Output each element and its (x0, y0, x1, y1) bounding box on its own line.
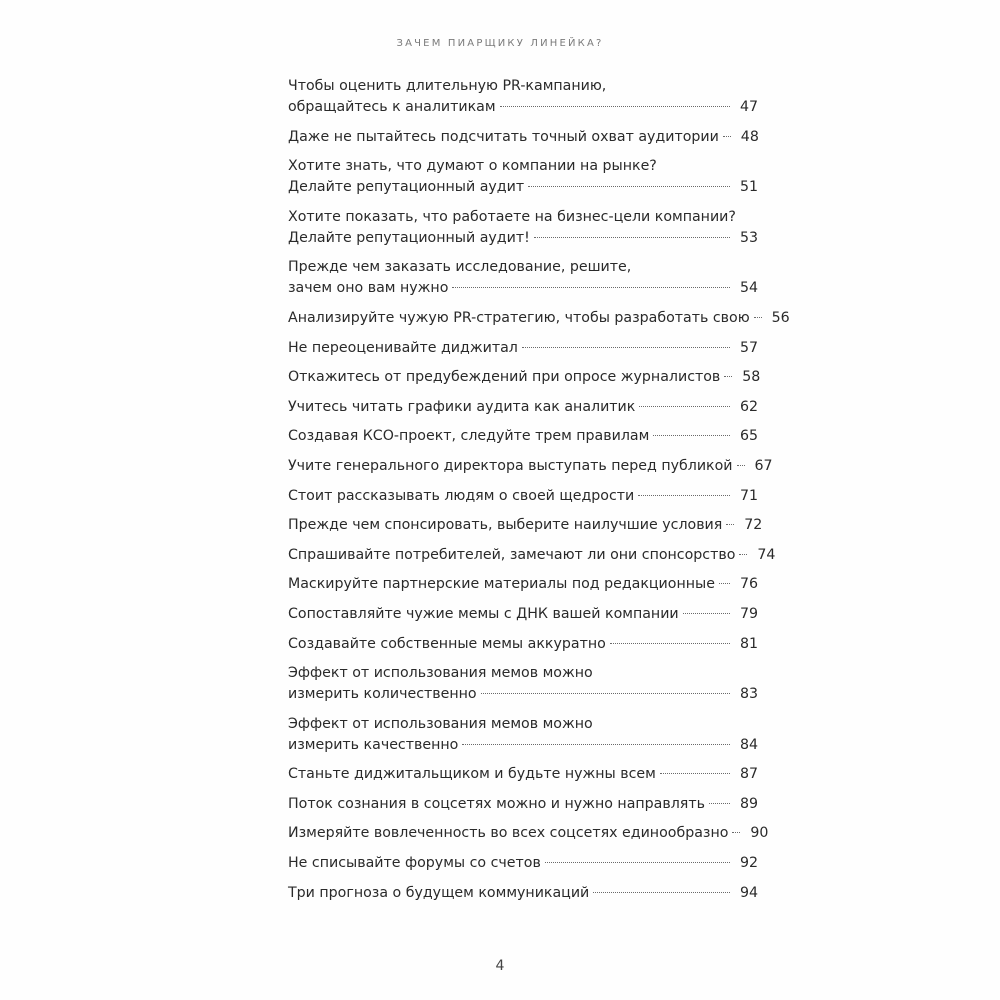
toc-entry-row (288, 604, 758, 625)
toc-entry-title: Учитесь читать графики аудита как аналитик (288, 398, 636, 415)
toc-entry-row (288, 574, 758, 595)
dot-leader (500, 106, 730, 107)
toc-entry-page: 87 (739, 766, 758, 783)
toc-entry-row (288, 426, 758, 447)
toc-entry (288, 883, 758, 904)
toc-entry-row (288, 228, 758, 249)
toc-entry-title: Делайте репутационный аудит (288, 179, 525, 196)
toc-entry-title: зачем оно вам нужно (288, 280, 449, 297)
toc-entry-page: 71 (739, 487, 758, 504)
toc-entry (288, 308, 790, 329)
toc-entry-page: 54 (739, 280, 758, 297)
toc-entry-page: 92 (739, 855, 758, 872)
toc-entry-title: Анализируйте чужую PR-стратегию, чтобы разработать свою (288, 309, 750, 326)
dot-leader (709, 803, 730, 804)
toc-entry-page: 58 (742, 369, 761, 386)
toc-entry-page: 53 (739, 229, 758, 246)
dot-leader (639, 406, 730, 407)
toc-entry-row (288, 634, 758, 655)
toc-entry-page: 90 (750, 825, 769, 842)
toc-entry (288, 545, 776, 566)
dot-leader (732, 832, 740, 833)
toc-entry-title: Маскируйте партнерские материалы под редакционные (288, 576, 715, 593)
toc-entry (288, 338, 758, 359)
toc-entry-page: 56 (771, 309, 790, 326)
dot-leader (723, 136, 731, 137)
dot-leader (534, 237, 730, 238)
toc-entry (288, 207, 758, 249)
toc-entry-title: Не переоценивайте диджитал (288, 339, 518, 356)
toc-entry-row (288, 515, 763, 536)
toc-entry-title-line: Эффект от использования мемов можно (288, 665, 593, 682)
toc-entry-title-line: Чтобы оценить длительную PR-кампанию, (288, 78, 607, 94)
dot-leader (452, 287, 730, 288)
dot-leader (660, 773, 730, 774)
toc-entry-page: 79 (739, 605, 758, 622)
toc-entry-row (288, 278, 758, 299)
dot-leader (653, 435, 730, 436)
toc-entry (288, 764, 758, 785)
dot-leader (610, 643, 730, 644)
dot-leader (593, 892, 730, 893)
toc-entry-title: Поток сознания в соцсетях можно и нужно направлять (288, 795, 705, 812)
toc-entry (288, 714, 758, 756)
toc-entry-row (288, 735, 758, 756)
toc-entry-page: 57 (739, 339, 758, 356)
toc-entry-title: Откажитесь от предубеждений при опросе журналистов (288, 369, 721, 386)
toc-entry (288, 604, 758, 625)
toc-entry-row (288, 367, 761, 388)
toc-entry-title-line: Эффект от использования мемов можно (288, 715, 593, 732)
toc-entry-page: 47 (739, 99, 758, 115)
toc-entry-page: 72 (744, 517, 763, 534)
toc-entry (288, 156, 758, 198)
toc-entry-row (288, 308, 790, 329)
toc-entry-title: Сопоставляйте чужие мемы с ДНК вашей компании (288, 605, 679, 622)
toc-entry-row (288, 397, 758, 418)
toc-entry-page: 74 (757, 546, 776, 563)
toc-entry-row (288, 338, 758, 359)
toc-entry-title: Три прогноза о будущем коммуникаций (288, 884, 590, 901)
page-number: 4 (495, 958, 505, 974)
toc-entry-title: Создавайте собственные мемы аккуратно (288, 635, 606, 652)
toc-entry (288, 397, 758, 418)
toc-entry-title: Учите генерального директора выступать перед публикой (288, 457, 733, 474)
toc-entry-row (288, 823, 769, 844)
toc-entry-title: Прежде чем спонсировать, выберите наилучшие условия (288, 517, 723, 534)
toc-entry (288, 634, 758, 655)
dot-leader (737, 465, 745, 466)
toc-entry (288, 663, 758, 705)
toc-entry-page: 89 (739, 795, 758, 812)
toc-entry-title: измерить количественно (288, 686, 477, 703)
toc-entry-title-line: Хотите знать, что думают о компании на рынке? (288, 158, 657, 175)
toc-entry-page: 62 (739, 398, 758, 415)
toc-entry-title: Не списывайте форумы со счетов (288, 855, 541, 872)
dot-leader (462, 744, 730, 745)
toc-entry-title: Даже не пытайтесь подсчитать точный охват аудитории (288, 128, 719, 145)
toc-entry-title: Создавая КСО-проект, следуйте трем правилам (288, 428, 650, 445)
dot-leader (719, 583, 730, 584)
toc-entry-row (288, 456, 773, 477)
toc-entry-page: 67 (754, 457, 773, 474)
toc-entry-title: Станьте диджитальщиком и будьте нужны всем (288, 766, 656, 783)
toc-entry (288, 486, 758, 507)
dot-leader (739, 554, 747, 555)
toc-entry-title: Стоит рассказывать людям о своей щедрости (288, 487, 635, 504)
toc-entry-title-line: Хотите показать, что работаете на бизнес-цели компании? (288, 208, 736, 225)
toc-entry-page: 94 (739, 884, 758, 901)
dot-leader (522, 347, 730, 348)
toc-entry-page: 65 (739, 428, 758, 445)
toc-entry (288, 853, 758, 874)
toc-entry-page: 83 (739, 686, 758, 703)
toc-entry (288, 426, 758, 447)
toc-entry-title: Спрашивайте потребителей, замечают ли они спонсорство (288, 546, 736, 563)
dot-leader (545, 862, 730, 863)
toc-entry (288, 76, 758, 118)
toc-entry (288, 823, 769, 844)
toc-entry-title: измерить качественно (288, 736, 459, 753)
running-head: ЗАЧЕМ ПИАРЩИКУ ЛИНЕЙКА? (396, 38, 604, 49)
toc-entry-title: Делайте репутационный аудит! (288, 229, 530, 246)
toc-entry-page: 51 (739, 179, 758, 196)
dot-leader (726, 524, 734, 525)
toc-entry-row (288, 127, 758, 148)
dot-leader (724, 376, 732, 377)
toc-entry (288, 257, 758, 299)
toc-entry (288, 127, 758, 148)
toc-entry (288, 515, 763, 536)
toc-entry-page: 81 (739, 635, 758, 652)
table-of-contents (288, 76, 790, 912)
dot-leader (638, 495, 730, 496)
toc-entry-row (288, 97, 758, 118)
dot-leader (481, 693, 730, 694)
toc-entry-row (288, 883, 758, 904)
toc-entry (288, 574, 758, 595)
toc-entry (288, 456, 773, 477)
toc-entry-row (288, 853, 758, 874)
toc-entry-page: 48 (740, 128, 759, 145)
toc-entry-title-line: Прежде чем заказать исследование, решите, (288, 259, 632, 276)
toc-entry (288, 367, 761, 388)
toc-entry-title: Измеряйте вовлеченность во всех соцсетях единообразно (288, 825, 729, 842)
toc-entry-row (288, 177, 758, 198)
dot-leader (683, 613, 730, 614)
toc-entry-page: 84 (739, 736, 758, 753)
toc-entry-row (288, 486, 758, 507)
toc-entry (288, 794, 758, 815)
toc-entry-title: обращайтесь к аналитикам (288, 99, 496, 115)
toc-entry-row (288, 684, 758, 705)
toc-entry-row (288, 545, 776, 566)
toc-entry-row (288, 794, 758, 815)
toc-entry-page: 76 (739, 576, 758, 593)
toc-entry-row (288, 764, 758, 785)
dot-leader (754, 317, 762, 318)
dot-leader (528, 186, 730, 187)
